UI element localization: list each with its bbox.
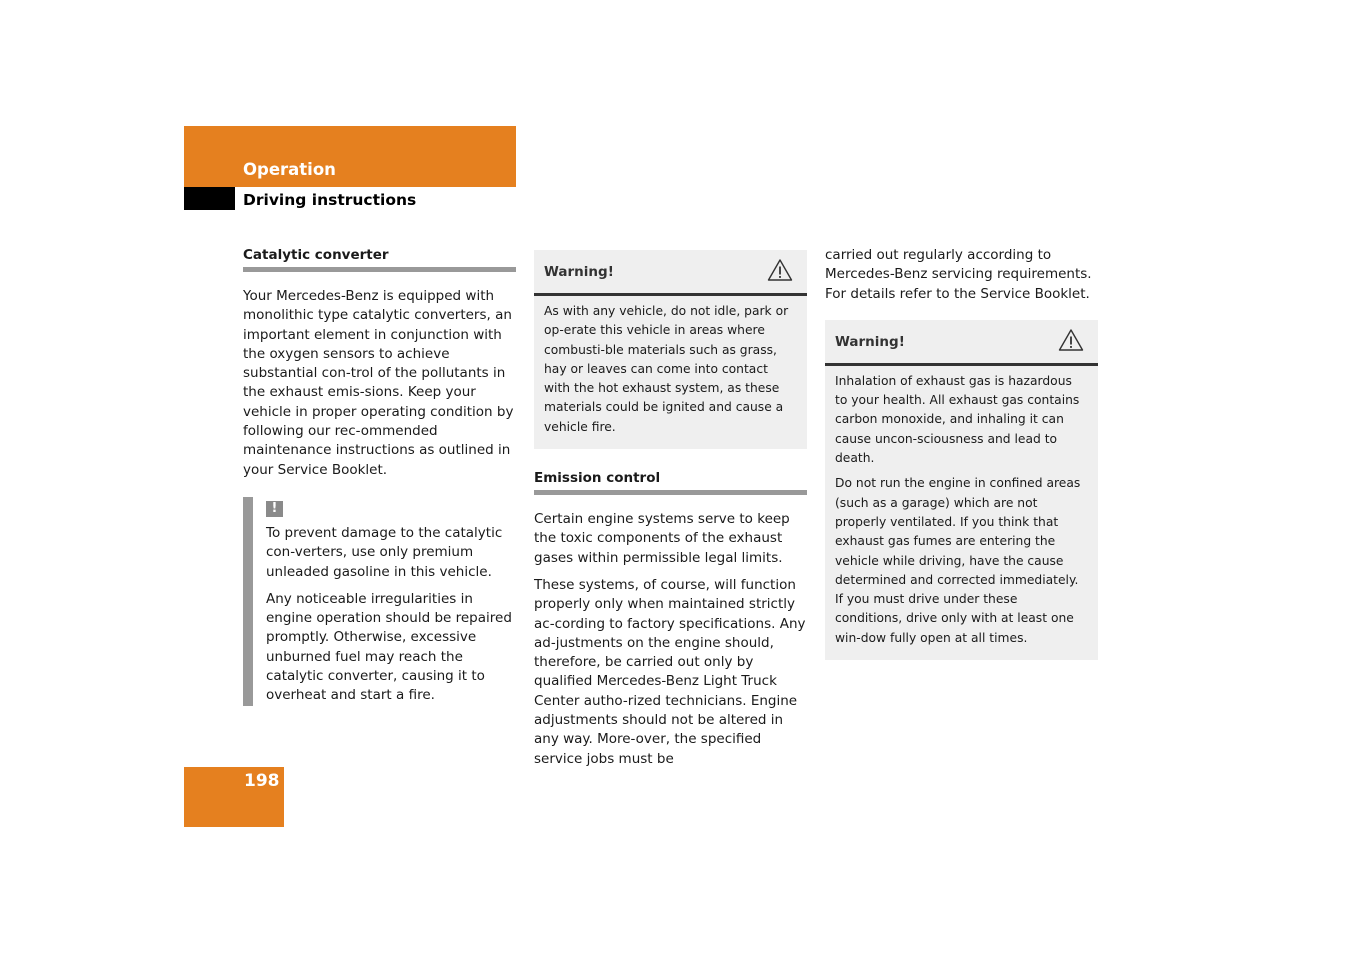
notice-paragraph-2: Any noticeable irregularities in engine operation should be repaired promptly. Otherwise, excessive unburned fuel may reach the catalytic converter, causing it to overheat and start a fire. <box>266 590 512 704</box>
emission-control-heading: Emission control <box>534 469 807 495</box>
subsection-title: Driving instructions <box>243 191 417 209</box>
catalytic-converter-heading: Catalytic converter <box>243 246 516 272</box>
column-middle <box>534 250 807 777</box>
caution-notice <box>243 497 516 706</box>
warning-label: Warning! <box>835 333 905 350</box>
column-right <box>825 246 1098 660</box>
page-number: 198 <box>244 771 280 791</box>
warning-triangle-icon <box>1058 328 1084 352</box>
section-header-bar <box>184 126 516 187</box>
warning-paragraph-2: Do not run the engine in confined areas (such as a garage) which are not properly ventilated. If you think that exhaust gas fumes are entering the vehicle while driving, have the cause determined and corrected immediately. If you must drive under these conditions, drive only with at least one win-dow fully open at all times. <box>835 476 1081 645</box>
emission-paragraph-3: carried out regularly according to Mercedes-Benz servicing requirements. For details refer to the Service Booklet. <box>825 247 1092 302</box>
warning-body: As with any vehicle, do not idle, park or op-erate this vehicle in areas where combusti-ble materials such as grass, hay or leaves can come into contact with the hot exhaust system, as these materials could be ignited and cause a vehicle fire. <box>544 304 789 434</box>
catalytic-converter-body: Your Mercedes-Benz is equipped with monolithic type catalytic converters, an important element in conjunction with the oxygen sensors to achieve substantial con-trol of the pollutants in the exhaust emis-sions. Keep your vehicle in proper operating condition by following our rec-ommended maintenance instructions as outlined in your Service Booklet. <box>243 288 514 478</box>
section-title: Operation <box>243 160 336 179</box>
warning-paragraph-1: Inhalation of exhaust gas is hazardous to your health. All exhaust gas contains carbon monoxide, and inhaling it can cause uncon-sciousness and lead to death. <box>835 373 1080 466</box>
warning-label: Warning! <box>544 264 614 280</box>
warning-triangle-icon <box>767 258 793 282</box>
notice-paragraph-1: To prevent damage to the catalytic con-verters, use only premium unleaded gasoline in this vehicle. <box>266 524 503 580</box>
warning-header <box>825 320 1098 366</box>
warning-header <box>534 250 807 296</box>
warning-box-fire <box>534 250 807 449</box>
exclamation-icon: ! <box>266 501 283 517</box>
subsection-tab-marker <box>184 187 235 210</box>
column-left <box>243 246 516 710</box>
warning-box-exhaust <box>825 320 1098 660</box>
emission-paragraph-2: These systems, of course, will function properly only when maintained strictly ac-cording to factory specifications. Any ad-justments on the engine should, therefore, be carried out only by qualified Mercedes-Benz Light Truck Center autho-rized technicians. Engine adjustments should not be altered in any way. More-over, the specified service jobs must be <box>534 576 806 767</box>
emission-paragraph-1: Certain engine systems serve to keep the toxic components of the exhaust gases within permissible legal limits. <box>534 511 790 566</box>
